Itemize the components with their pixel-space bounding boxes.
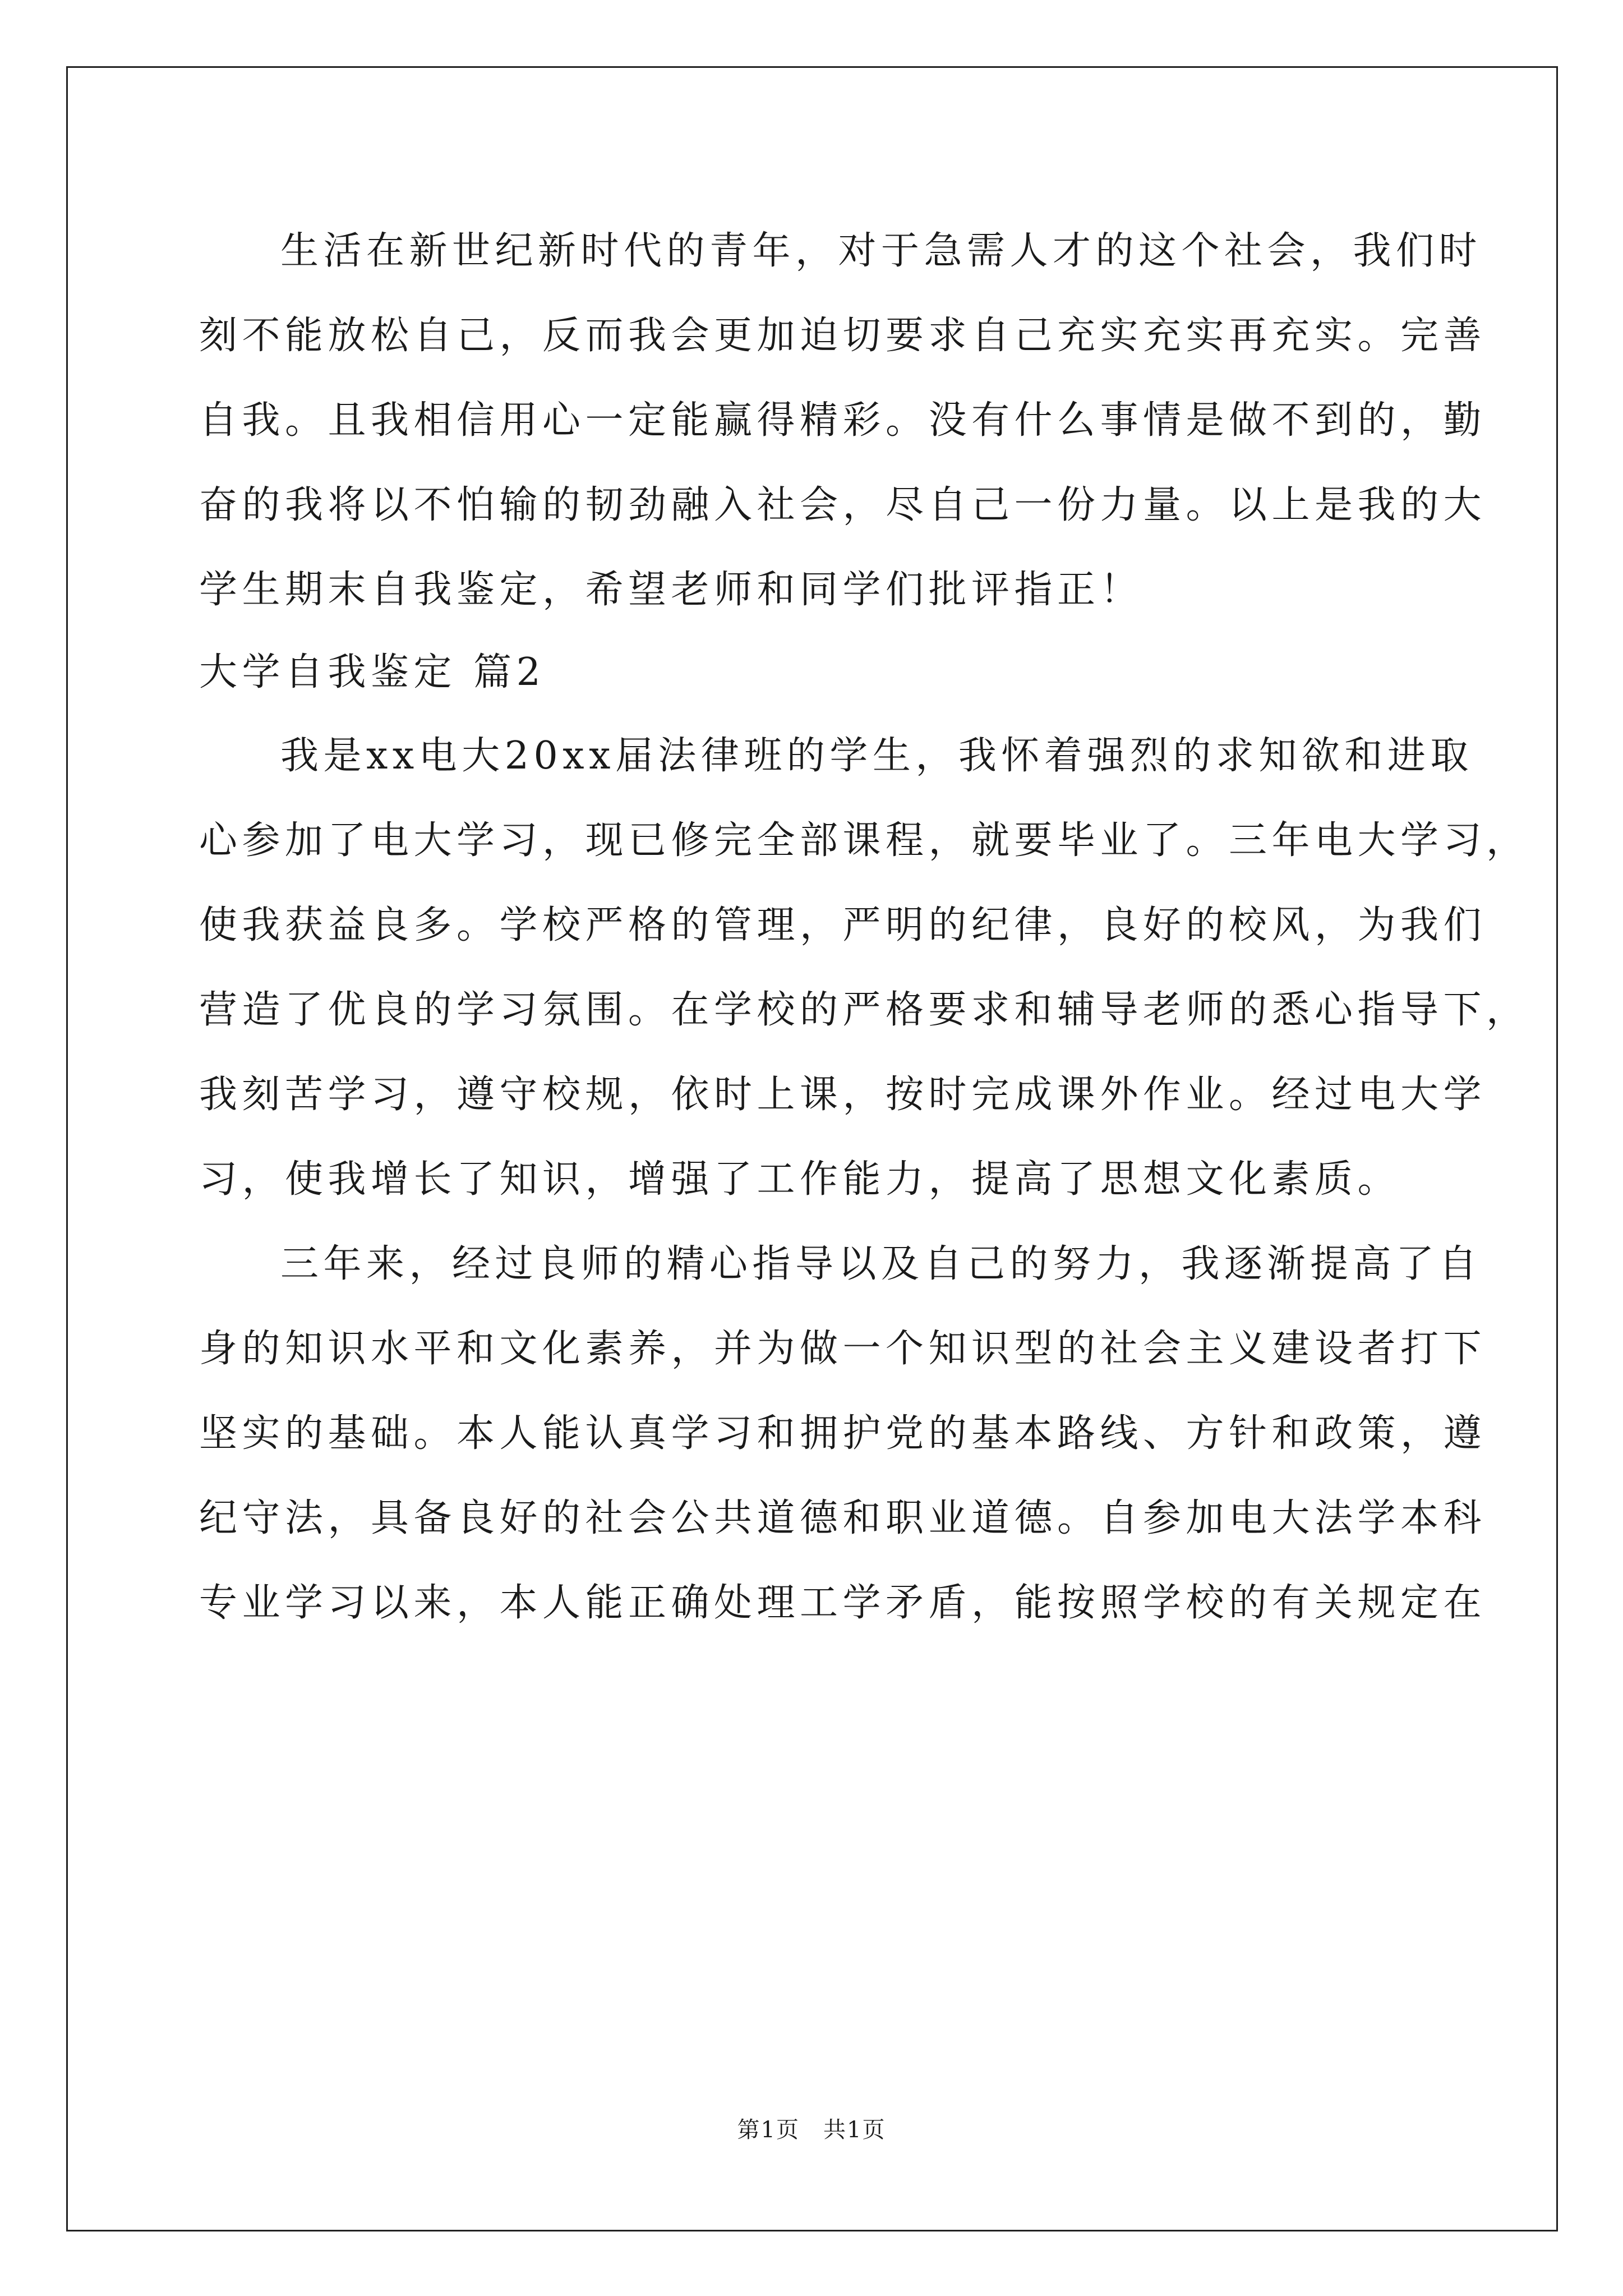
paragraph-3-line: 专业学习以来，本人能正确处理工学矛盾，能按照学校的有关规定在 [199, 1581, 1487, 1625]
paragraph-3-line: 三年来，经过良师的精心指导以及自己的努力，我逐渐提高了自 [280, 1242, 1482, 1286]
paragraph-1-line: 学生期末自我鉴定，希望老师和同学们批评指正！ [199, 568, 1144, 612]
paragraph-1-line: 自我。且我相信用心一定能赢得精彩。没有什么事情是做不到的，勤 [199, 398, 1487, 443]
paragraph-1-line: 奋的我将以不怕输的韧劲融入社会，尽自己一份力量。以上是我的大 [199, 483, 1487, 527]
page-footer: 第1页 共1页 [737, 2117, 886, 2143]
paragraph-2-line: 我刻苦学习，遵守校规，依时上课，按时完成课外作业。经过电大学 [199, 1073, 1487, 1117]
paragraph-1-line: 生活在新世纪新时代的青年，对于急需人才的这个社会，我们时 [280, 229, 1482, 273]
paragraph-2-line: 习，使我增长了知识，增强了工作能力，提高了思想文化素质。 [199, 1157, 1401, 1202]
paragraph-2-line: 心参加了电大学习，现已修完全部课程，就要毕业了。三年电大学习， [199, 818, 1529, 863]
paragraph-2-line: 营造了优良的学习氛围。在学校的严格要求和辅导老师的悉心指导下， [199, 988, 1529, 1032]
section-heading: 大学自我鉴定 篇2 [199, 650, 546, 694]
page-border [66, 66, 1558, 2231]
paragraph-3-line: 纪守法，具备良好的社会公共道德和职业道德。自参加电大法学本科 [199, 1496, 1487, 1540]
paragraph-1-line: 刻不能放松自己，反而我会更加迫切要求自己充实充实再充实。完善 [199, 314, 1487, 358]
paragraph-3-line: 坚实的基础。本人能认真学习和拥护党的基本路线、方针和政策，遵 [199, 1411, 1487, 1456]
paragraph-2-line: 使我获益良多。学校严格的管理，严明的纪律，良好的校风，为我们 [199, 903, 1487, 947]
paragraph-3-line: 身的知识水平和文化素养，并为做一个知识型的社会主义建设者打下 [199, 1327, 1487, 1371]
paragraph-2-line: 我是xx电大20xx届法律班的学生，我怀着强烈的求知欲和进取 [280, 734, 1473, 778]
